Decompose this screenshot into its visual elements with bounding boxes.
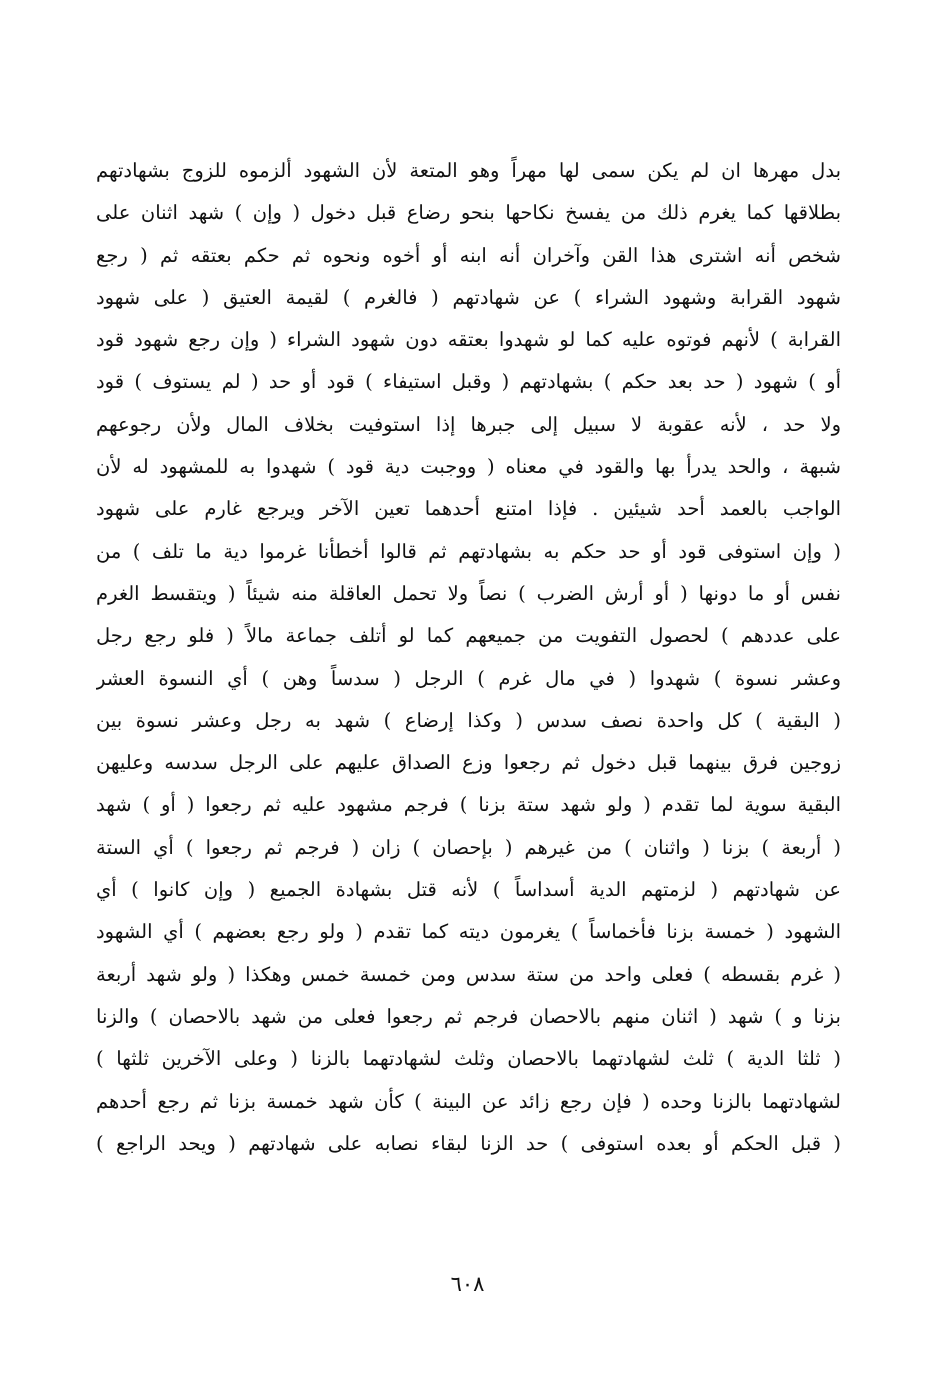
text-line: بطلاقها كما يغرم ذلك من يفسخ نكاحها بنحو رضاع قبل دخول ( وإن ) شهد اثنان على [96,201,841,225]
text-line: ( وإن استوفى قود أو حد حكم به بشهادتهم ثم قالوا أخطأنا غرموا دية ما تلف ) من [96,539,841,563]
text-line: ( أربعة ) بزنا ( واثنان ) من غيرهم ( بإحصان ) زان ( فرجم ثم رجعوا ) أي الستة [96,835,841,859]
text-line: بدل مهرها ان لم يكن سمى لها مهراً وهو المتعة لأن الشهود ألزموه للزوج بشهادتهم [96,159,841,182]
text-line: القرابة ) لأنهم فوتوه عليه كما لو شهدوا بعتقه دون شهود الشراء ( وإن رجع شهود قود [96,328,841,352]
body-text [96,150,841,1165]
text-line: أو ) شهود ( حد بعد حكم ) بشهادتهم ( وقبل استيفاء ) قود أو حد ( لم يستوف ) قود [96,370,841,394]
text-line: ( قبل الحكم أو بعده استوفى ) حد الزنا لبقاء نصابه على شهادتهم ( ويحد الراجع ) [96,1131,841,1155]
text-line: شهود القرابة وشهود الشراء ) عن شهادتهم ( فالغرم ) لقيمة العتيق ( على شهود [96,285,841,309]
text-line: على عددهم ) لحصول التفويت من جميعهم كما لو أتلف جماعة مالاً ( فلو رجع رجل [96,624,841,648]
text-line: الواجب بالعمد أحد شيئين . فإذا امتنع أحدهما تعين الآخر ويرجع غارم على شهود [96,497,841,521]
text-line: الشهود ( خمسة بزنا فأخماساً ) يغرمون ديته كما تقدم ( ولو رجع بعضهم ) أي الشهود [96,920,841,944]
text-line: ولا حد ، لأنه عقوبة لا سبيل إلى جبرها إذا استوفيت بخلاف المال ولأن رجوعهم [96,412,841,436]
text-line: ( ثلثا الدية ) ثلث لشهادتهما بالاحصان وثلث لشهادتهما بالزنا ( وعلى الآخرين ثلثها ) [96,1047,841,1071]
text-line: شبهة ، والحد يدرأ بها والقود في معناه ( ووجبت دية قود ) شهدوا به للمشهود له لأن [96,455,841,479]
text-line: ( البقية ) كل واحدة نصف سدس ( وكذا إرضاع ) شهد به رجل وعشر نسوة بين [96,708,841,732]
text-line: عن شهادتهم ( لزمتهم الدية أسداساً ) لأنه قتل بشهادة الجميع ( وإن كانوا ) أي [96,878,841,902]
text-line: نفس أو ما دونها ( أو أرش الضرب ) نصاً ولا تحمل العاقلة منه شيئاً ( ويتقسط الغرم [96,581,841,605]
text-line: ( غرم بقسطه ) فعلى واحد من ستة سدس ومن خمسة خمس وهكذا ( ولو شهد أربعة [96,962,841,986]
text-line: زوجين فرق بينهما قبل دخول ثم رجعوا وزع الصداق عليهم على الرجل سدسه وعليهن [96,751,841,775]
text-line: شخص أنه اشترى هذا القن وآخران أنه ابنه أو أخوه ونحوه ثم حكم بعتقه ثم ( رجع [96,243,841,267]
text-line: بزنا و ) شهد ( اثنان منهم بالاحصان فرجم ثم رجعوا فعلى من شهد بالاحصان ) والزنا [96,1004,841,1028]
text-line: لشهادتهما بالزنا وحده ( فإن رجع زائد عن البينة ) كأن شهد خمسة بزنا ثم رجع أحدهم [96,1089,841,1113]
text-line: البقية سوية لما تقدم ( ولو شهد ستة بزنا ) فرجم مشهود عليه ثم رجعوا ( أو ) شهد [96,793,841,817]
page-number: ٦٠٨ [450,1272,485,1296]
text-line: وعشر نسوة ) شهدوا ( في مال غرم ) الرجل ( سدساً وهن ) أي النسوة العشر [96,666,841,690]
